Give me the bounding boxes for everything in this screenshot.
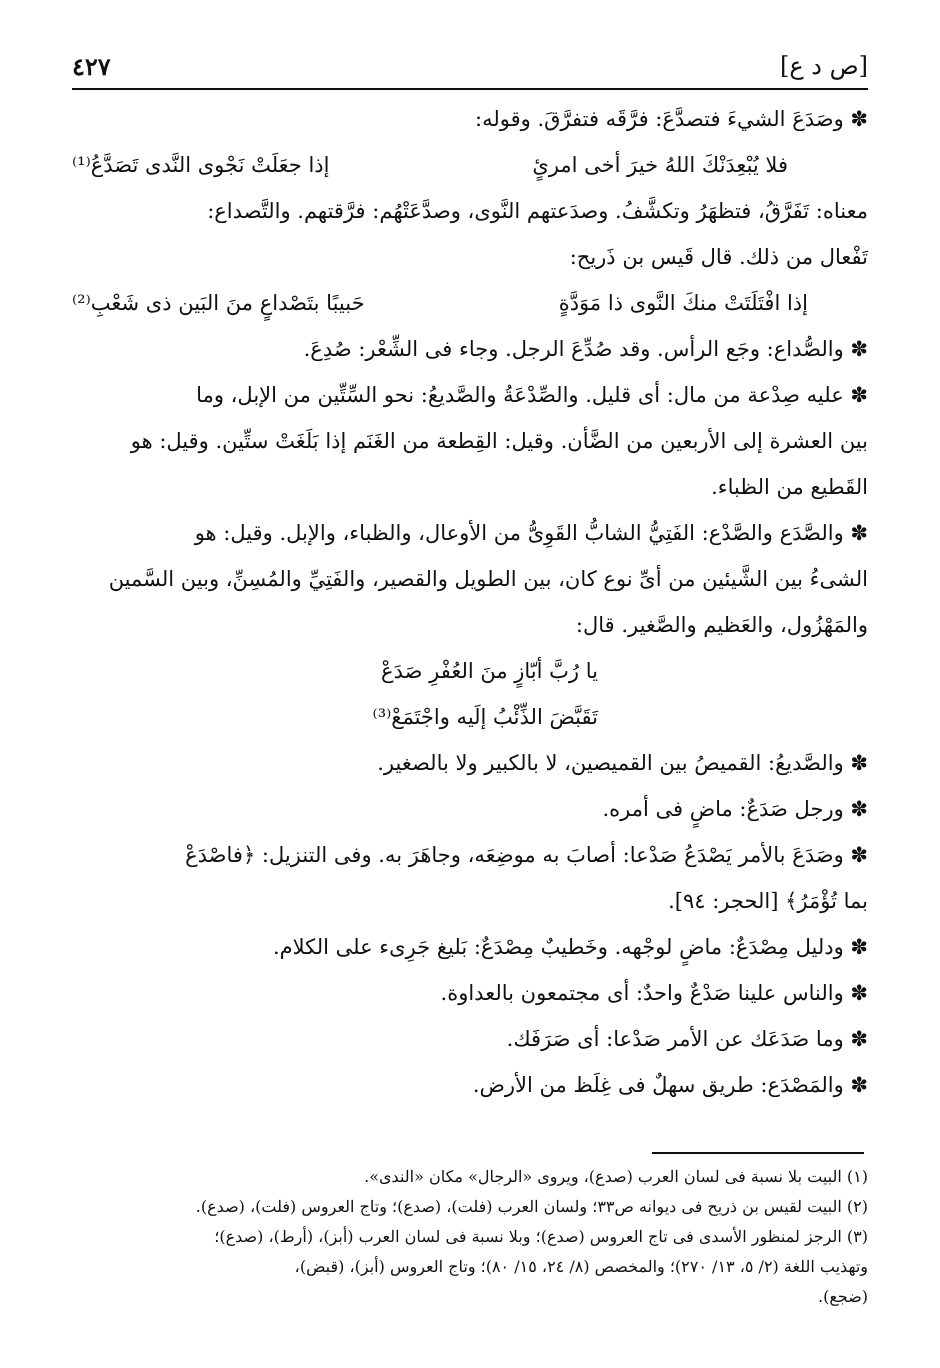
footnote-line: (ضجع). bbox=[818, 1287, 868, 1306]
entry-line: ✽ وصَدَعَ الشيءَ فتصدَّعَ: فرَّقَه فتفرَّقَ. وقوله: bbox=[475, 107, 868, 131]
root-heading: [ص د ع] bbox=[779, 52, 868, 80]
header-rule bbox=[72, 88, 868, 90]
verse-line bbox=[72, 142, 868, 188]
entry-line: ✽ ودليل مِصْدَعٌ: ماضٍ لوجْهه. وخَطيبٌ مِصْدَعٌ: بَليغ جَرِىء على الكلام. bbox=[272, 935, 868, 959]
entry-line: ✽ وصَدَعَ بالأمر يَصْدَعُ صَدْعا: أصابَ به موضِعَه، وجاهَرَ به. وفى التنزيل: ﴿فاصْدَعْ bbox=[185, 843, 868, 867]
rajaz-line: تَقَبَّضَ الذِّئْبُ إلَيه واجْتَمَعْ⁽³⁾ bbox=[372, 705, 598, 729]
verse-hemistich-right: فلا يُبْعِدَنْكَ اللهُ خيرَ أخى امرئٍ bbox=[532, 153, 788, 177]
entry-line: معناه: تَفَرَّقُ، فتظهَرُ وتكشَّفُ. وصدَعتهم النَّوى، وصدَّعَتْهُم: فرَّقتهم. والتَّصداع: bbox=[207, 199, 868, 223]
verse-line bbox=[72, 280, 868, 326]
footnote-line: (١) البيت بلا نسبة فى لسان العرب (صدع)، ويروى «الرجال» مكان «الندى». bbox=[364, 1167, 868, 1186]
entry-line: بما تُؤْمَرُ﴾ [الحجر: ٩٤]. bbox=[668, 889, 868, 913]
rajaz-line: يا رُبَّ أبّازٍ منَ العُفْرِ صَدَعْ bbox=[381, 659, 598, 683]
entry-line: ✽ والصَّديعُ: القميصُ بين القميصين، لا بالكبير ولا بالصغير. bbox=[377, 751, 868, 775]
entry-line: ✽ والناس علينا صَدْعٌ واحدٌ: أى مجتمعون بالعداوة. bbox=[440, 981, 868, 1005]
entry-line: ✽ والمَصْدَع: طريق سهلٌ فى غِلَظ من الأرض. bbox=[472, 1073, 868, 1097]
page-number: ٤٢٧ bbox=[72, 51, 111, 81]
entry-line: ✽ وما صَدَعَك عن الأمر صَدْعا: أى صَرَفَك. bbox=[506, 1027, 868, 1051]
page-header bbox=[72, 46, 868, 86]
footnote-line: (٢) البيت لقيس بن ذريح فى ديوانه ص٣٣؛ ولسان العرب (فلت)، (صدع)؛ وتاج العروس (فلت)، (صدع). bbox=[195, 1197, 868, 1216]
entry-line: ✽ والصُّداع: وجَع الرأس. وقد صُدِّعَ الرجل. وجاء فى الشِّعْر: صُدِعَ. bbox=[303, 337, 868, 361]
entry-line: والمَهْزُول، والعَظيم والصَّغير. قال: bbox=[575, 613, 868, 637]
footnote-separator bbox=[652, 1152, 864, 1154]
entry-line: القَطيع من الظباء. bbox=[711, 475, 868, 499]
verse-hemistich-left: إذا جعَلَتْ نَجْوى النَّدى تَصَدَّعُ⁽¹⁾ bbox=[72, 153, 330, 177]
entry-line: بين العشرة إلى الأربعين من الضَّأن. وقيل: القِطعة من الغَنَم إذا بَلَغَتْ ستِّين. وقيل: هو bbox=[130, 429, 868, 453]
verse-hemistich-left: حَبيبًا بتَصْداعٍ منَ البَين ذى شَعْبِ⁽²⁾ bbox=[72, 291, 365, 315]
footnote-line: وتهذيب اللغة (٢/ ٥، ١٣/ ٢٧٠)؛ والمخصص (٨/ ٢٤، ١٥/ ٨٠)؛ وتاج العروس (أبز)، (قبض)، bbox=[294, 1257, 868, 1276]
entry-line: تَفْعال من ذلك. قال قَيس بن ذَريح: bbox=[569, 245, 868, 269]
entry-line: ✽ عليه صِدْعة من مال: أى قليل. والصِّدْعَةُ والصَّديعُ: نحو السِّتِّين من الإبل، وما bbox=[196, 383, 868, 407]
footnotes bbox=[72, 1162, 868, 1312]
footnote-line: (٣) الرجز لمنظور الأسدى فى تاج العروس (صدع)؛ وبلا نسبة فى لسان العرب (أبز)، (أرط)، (صدع)؛ bbox=[214, 1227, 868, 1246]
entry-line: الشىءُ بين الشَّيئين من أىِّ نوع كان، بين الطويل والقصير، والفَتِيِّ والمُسِنِّ، وبين السَّمين bbox=[108, 567, 868, 591]
main-text bbox=[72, 96, 868, 1108]
entry-line: ✽ والصَّدَع والصَّدْع: الفَتِيُّ الشابُّ القَوِىُّ من الأوعال، والظباء، والإبل. وقيل: هو bbox=[194, 521, 868, 545]
verse-hemistich-right: إذا افْتَلَتَتْ منكَ النَّوى ذا مَوَدَّةٍ bbox=[558, 291, 808, 315]
entry-line: ✽ ورجل صَدَعٌ: ماضٍ فى أمره. bbox=[602, 797, 868, 821]
